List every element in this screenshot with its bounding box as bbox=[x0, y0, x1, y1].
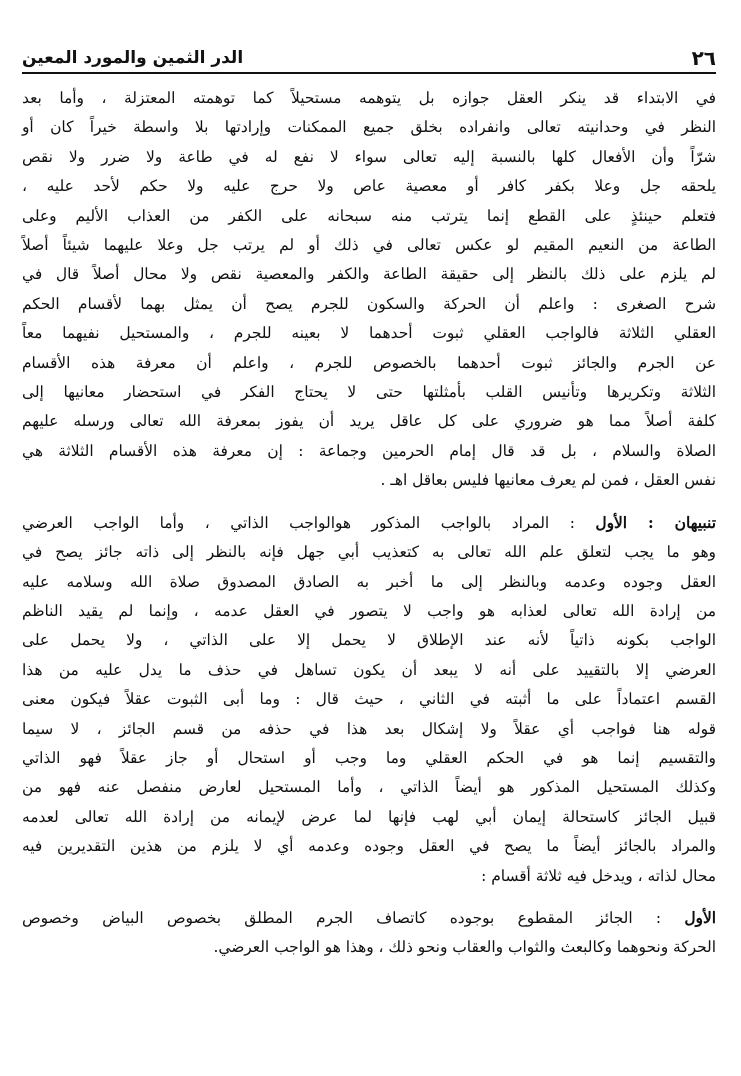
running-title: الدر الثمين والمورد المعين bbox=[22, 48, 244, 68]
paragraph-2 bbox=[22, 509, 716, 891]
page-header bbox=[22, 40, 716, 70]
paragraph-1 bbox=[22, 84, 716, 496]
text-line: وكذلك المستحيل المذكور هو أيضاً الذاتي ، وأما المستحيل لعارض منفصل عنه فهو من bbox=[22, 778, 716, 797]
text-line: والتقسيم إنما هو في الحكم العقلي وما وجب أو استحال أو جاز عقلاً فهو الذاتي bbox=[22, 748, 716, 767]
text-line: من إرادة الله تعالى لعذابه هو واجب لا يتصور في العقل عدمه ، وإنما لم يقيد الناظم bbox=[22, 601, 716, 620]
section-heading: تنبيهان : الأول bbox=[595, 513, 716, 532]
text-line: العقلي الثلاثة فالواجب العقلي ثبوت أحدهما لا بعينه للجرم ، والمستحيل نفيهما معاً bbox=[22, 324, 716, 343]
text-line: القسم اعتماداً على ما أثبته في الثاني ، حيث قال : وما أبى الثبوت عقلاً فيكون معنى bbox=[22, 690, 716, 709]
text-line: الطاعة من النعيم المقيم لو عكس تعالى في ذلك أو لم يرتب جل وعلا عليهما شيئاً أصلاً bbox=[22, 236, 716, 255]
text-line: والمراد بالجائز أيضاً ما يصح في العقل وجوده وعدمه أي لا يلزم من هذين التقديرين فيه bbox=[22, 837, 716, 856]
text-line: الحركة ونحوهما وكالبعث والثواب والعقاب ونحو ذلك ، وهذا هو الواجب العرضي. bbox=[213, 938, 716, 957]
text-line: العرضي إلا بالتقييد على أنه لا يبعد أن يكون تساهل في حذف ما يدل عليه من هذا bbox=[22, 660, 716, 679]
paragraph-3 bbox=[22, 904, 716, 963]
text-fragment: : المراد بالواجب المذكور هوالواجب الذاتي ، وأما الواجب العرضي bbox=[22, 513, 596, 532]
text-line: وهو ما يجب لتعلق علم الله تعالى به كتعذيب أبي جهل فإنه بالنظر إلى ذاته جائز يصح في bbox=[22, 543, 716, 562]
text-line: في الابتداء قد ينكر العقل جوازه بل يتوهمه مستحيلاً كما توهمته المعتزلة ، وأما بعد bbox=[22, 89, 716, 107]
text-line: محال لذاته ، ويدخل فيه ثلاثة أقسام : bbox=[481, 866, 716, 885]
body-text bbox=[22, 84, 716, 963]
text-line: شرح الصغرى : واعلم أن الحركة والسكون للجرم يصح أن يمثل بهما لأقسام الحكم bbox=[22, 294, 716, 313]
text-line: كلفة أصلاً مما هو ضروري على كل عاقل يريد أن يفوز بمعرفة الله تعالى ورسله عليهم bbox=[22, 412, 716, 431]
text-line: الثلاثة وتكريرها وتأنيس القلب بأمثلتها حتى لا يحتاج الفكر في استحضار معانيها إلى bbox=[22, 383, 716, 402]
text-line: قوله هنا فواجب أي عقلاً ولا إشكال بعد هذا في حذفه من قسم الجائز ، لا سيما bbox=[22, 719, 716, 738]
text-line: شرّاً وأن الأفعال كلها بالنسبة إليه تعالى سواء لا نفع له في طاعة ولا ضرر ولا نقص bbox=[22, 147, 716, 166]
text-line: الصلاة والسلام ، بل قد قال إمام الحرمين وجماعة : إن معرفة هذه الأقسام الثلاثة هي bbox=[22, 441, 716, 460]
text-line: قبيل الجائز كاستحالة إيمان أبي لهب فإنها لما عرض لإيمانه من إرادة الله تعالى لعدمه bbox=[22, 807, 716, 826]
text-line: عن الجرم والجائز ثبوت أحدهما بالخصوص للجرم ، واعلم أن معرفة هذه الأقسام bbox=[22, 353, 716, 372]
page-number: ٢٦ bbox=[691, 46, 716, 70]
text-line: النظر في وحدانيته تعالى وانفراده بخلق جميع الممكنات وإرادتها بلا واسطة خيراً كان أو bbox=[22, 118, 716, 137]
header-rule bbox=[22, 72, 716, 74]
text-line: العقل وجوده وعدمه وبالنظر إلى ما أخبر به الصادق المصدوق صلاة الله وسلامه عليه bbox=[22, 572, 716, 591]
text-fragment: : الجائز المقطوع بوجوده كاتصاف الجرم المطلق بخصوص البياض وخصوص bbox=[22, 908, 685, 927]
section-heading: الأول bbox=[684, 908, 716, 927]
text-line bbox=[22, 509, 716, 538]
text-line: يلحقه جل وعلا بكفر كافر أو معصية عاص ولا حرج عليه ولا حكم لأحد عليه ، bbox=[22, 177, 716, 196]
text-line bbox=[22, 904, 716, 933]
text-line: الواجب بكونه ذاتياً لأنه عند الإطلاق لا يحمل إلا على الذاتي ، ولا يحمل على bbox=[22, 631, 716, 650]
text-line: فتعلم حينئذٍ على القطع إنما يترتب منه سبحانه على الكفر من العذاب الأليم وعلى bbox=[22, 206, 716, 225]
text-line: نفس العقل ، فمن لم يعرف معانيها فليس بعاقل اهـ . bbox=[380, 471, 716, 490]
text-line: لم يلزم على ذلك بالنظر إلى حقيقة الطاعة والكفر والمعصية نقص ولا محال أصلاً قال في bbox=[22, 265, 716, 284]
